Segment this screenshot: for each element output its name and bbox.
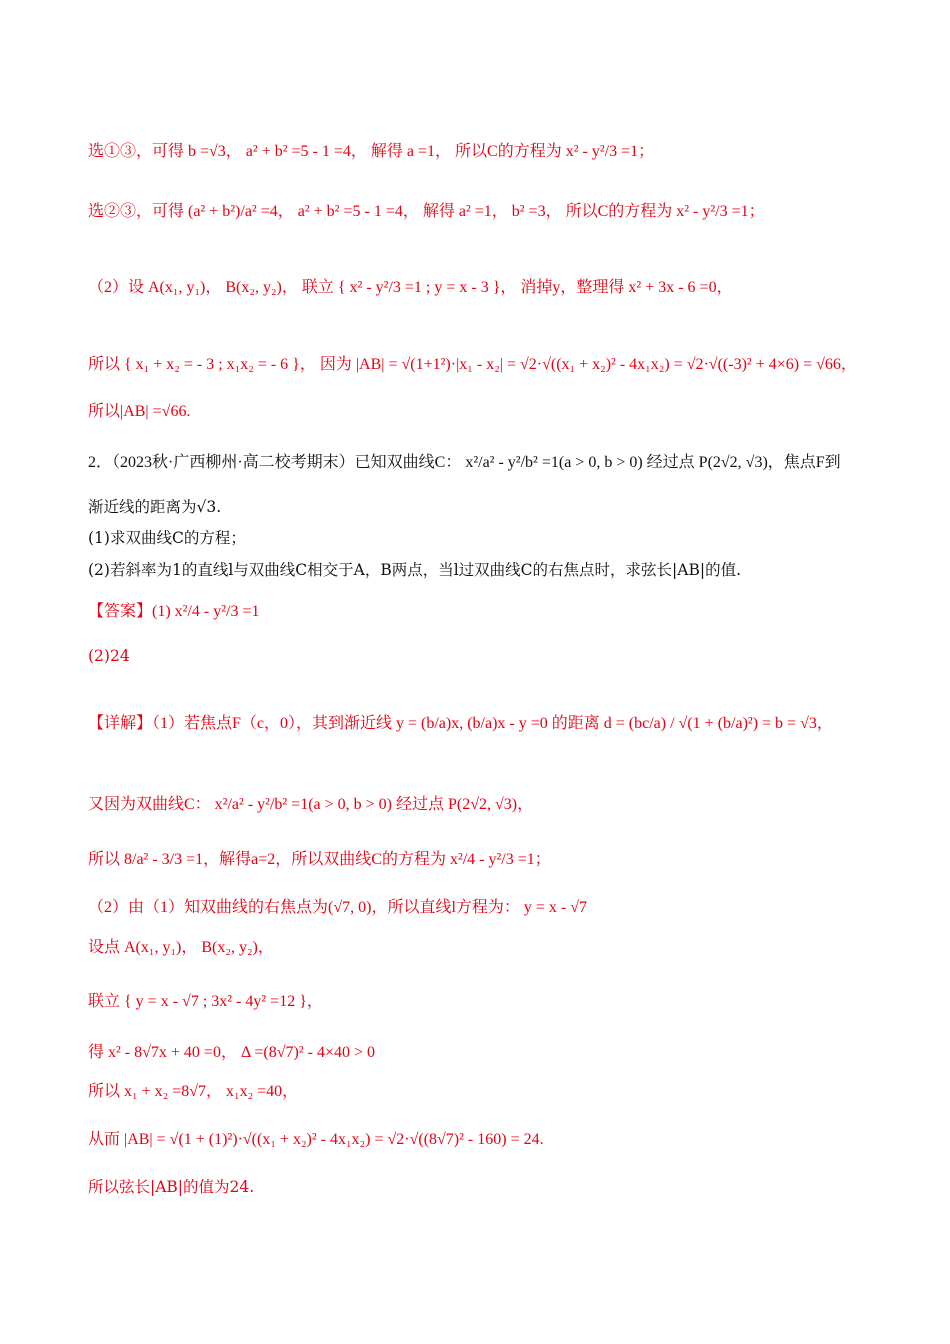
solution-line-5: 所以|AB| =√66. [88, 403, 191, 420]
question-2-part-1: (1)求双曲线C的方程； [88, 529, 246, 547]
solution-line-3: （2）设 A(x₁, y₁)， B(x₂, y₂)， 联立 { x² - y²/3 =1 ; y = x - 3 }， 消掉y，整理得 x² + 3x - 6 =0， [88, 279, 733, 296]
detail-line-1: 【详解】（1）若焦点F（c，0），其到渐近线 y = (b/a)x, (b/a)x - y =0 的距离 d = (bc/a) / √(1 + (b/a)²) = b = √3， [88, 715, 833, 732]
solution-line-2: 选②③，可得 (a² + b²)/a² =4， a² + b² =5 - 1 =4， 解得 a² =1， b² =3， 所以C的方程为 x² - y²/3 =1； [88, 203, 765, 220]
detail-line-9: 从而 |AB| = √(1 + (1)²)·√((x₁ + x₂)² - 4x₁x₂) = √2·√((8√7)² - 160) = 24. [88, 1131, 544, 1148]
detail-line-3: 所以 8/a² - 3/3 =1，解得a=2，所以双曲线C的方程为 x²/4 - y²/3 =1； [88, 851, 551, 868]
answer-line-1: 【答案】(1) x²/4 - y²/3 =1 [88, 603, 260, 620]
detail-line-7: 得 x² - 8√7x + 40 =0， Δ =(8√7)² - 4×40 > 0 [88, 1044, 375, 1061]
solution-line-1: 选①③，可得 b =√3， a² + b² =5 - 1 =4， 解得 a =1， 所以C的方程为 x² - y²/3 =1； [88, 143, 655, 160]
detail-line-4: （2）由（1）知双曲线的右焦点为(√7, 0)，所以直线l方程为： y = x - √7 [88, 899, 588, 916]
detail-line-2: 又因为双曲线C： x²/a² - y²/b² =1(a > 0, b > 0) 经过点 P(2√2, √3)， [88, 796, 534, 813]
detail-line-10: 所以弦长|AB|的值为24. [88, 1178, 255, 1196]
question-2-stem: 2．（2023秋·广西柳州·高二校考期末）已知双曲线C： x²/a² - y²/b² =1(a > 0, b > 0) 经过点 P(2√2, √3)，焦点F到 [88, 454, 841, 471]
solution-line-4: 所以 { x₁ + x₂ = - 3 ; x₁x₂ = - 6 }， 因为 |AB| = √(1+1²)·|x₁ - x₂| = √2·√((x₁ + x₂)² - 4x₁x₂) = √2·√((-3)² + 4×6) = √66， [88, 356, 857, 373]
detail-line-8: 所以 x₁ + x₂ =8√7， x₁x₂ =40， [88, 1083, 299, 1100]
detail-line-5: 设点 A(x₁, y₁)， B(x₂, y₂)， [88, 939, 274, 956]
answer-line-2: (2)24 [88, 647, 130, 665]
question-2-stem-cont: 渐近线的距离为√3. [88, 498, 222, 516]
question-2-part-2: (2)若斜率为1的直线l与双曲线C相交于A，B两点，当l过双曲线C的右焦点时，求弦长|AB|的值. [88, 561, 741, 579]
detail-line-6: 联立 { y = x - √7 ; 3x² - 4y² =12 }， [88, 993, 323, 1010]
